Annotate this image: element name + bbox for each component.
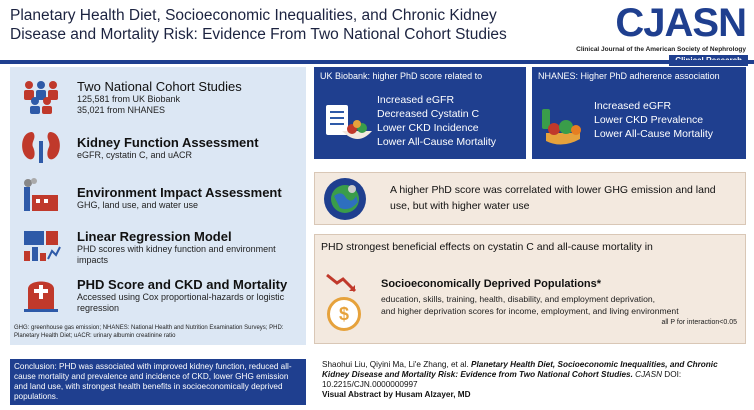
chart-icon bbox=[20, 227, 62, 265]
cohort-title: Two National Cohort Studies bbox=[77, 79, 242, 94]
nhanes-heading: NHANES: Higher PhD adherence association bbox=[538, 71, 720, 81]
ckd-sub: Accessed using Cox proportional-hazards or logistic regression bbox=[77, 292, 285, 313]
citation-article: Planetary Health Diet, Socioeconomic Inequalities, and Chronic Kidney Disease and Mortality Risk: Evidence from Two National Cohort Studies. bbox=[322, 360, 718, 379]
regression-sub: PHD scores with kidney function and environment impacts bbox=[77, 244, 276, 265]
uk-item: Decreased Cystatin C bbox=[377, 108, 480, 120]
socioeconomic-box bbox=[314, 234, 746, 344]
logo-wordmark: CJASN bbox=[615, 1, 746, 45]
people-icon bbox=[20, 77, 62, 115]
uk-heading: UK Biobank: higher PhD score related to bbox=[320, 71, 483, 81]
ghg-text: A higher PhD score was correlated with lower GHG emission and land use, but with higher water use bbox=[390, 184, 716, 212]
socio-line2: and higher deprivation scores for income, employment, and living environment bbox=[381, 306, 679, 316]
trend-down-icon bbox=[325, 271, 361, 297]
cohort-nhanes: 35,021 from NHANES bbox=[77, 105, 166, 115]
coin-icon: $ bbox=[327, 297, 361, 331]
socio-title: Socioeconomically Deprived Populations* bbox=[381, 278, 602, 290]
visual-abstract-credit: Visual Abstract by Husam Alzayer, MD bbox=[322, 390, 471, 399]
food-bowl-icon bbox=[322, 101, 374, 149]
citation-doi: DOI: 10.2215/CJN.0000000997 bbox=[322, 370, 682, 389]
vegetables-icon bbox=[540, 103, 586, 147]
citation bbox=[322, 360, 747, 400]
uk-biobank-box bbox=[314, 67, 526, 159]
citation-authors: Shaohui Liu, Qiyini Ma, Li'e Zhang, et al. bbox=[322, 360, 469, 369]
factory-icon bbox=[20, 177, 62, 215]
socio-heading: PHD strongest beneficial effects on cystatin C and all-cause mortality in bbox=[321, 241, 653, 253]
uk-item: Increased eGFR bbox=[377, 94, 455, 106]
interaction-note: all P for interaction<0.05 bbox=[661, 319, 737, 326]
uk-item: Lower All-Cause Mortality bbox=[377, 136, 497, 148]
uk-item: Lower CKD Incidence bbox=[377, 122, 479, 134]
environment-sub: GHG, land use, and water use bbox=[77, 200, 199, 210]
kidney-title: Kidney Function Assessment bbox=[77, 135, 259, 150]
socio-line1: education, skills, training, health, disability, and employment deprivation, bbox=[381, 294, 656, 304]
header-divider bbox=[0, 60, 754, 64]
ckd-title: PHD Score and CKD and Mortality bbox=[77, 277, 288, 292]
abbreviations-footnote: GHG: greenhouse gas emission; NHANES: National Health and Nutrition Examination Surveys; PHD: Planetary Health Diet; uACR: urinary albumin creatinine ratio bbox=[14, 325, 284, 339]
environment-title: Environment Impact Assessment bbox=[77, 185, 282, 200]
nhanes-box bbox=[532, 67, 746, 159]
nhanes-item: Lower All-Cause Mortality bbox=[594, 128, 714, 140]
journal-logo bbox=[556, 2, 746, 53]
nhanes-item: Lower CKD Prevalence bbox=[594, 114, 704, 126]
conclusion-box: Conclusion: PHD was associated with improved kidney function, reduced all-cause mortality and prevalence and incidence of CKD, lower GHG emission and land use, with strongest health benefits in socioeconomically deprived populations. bbox=[10, 359, 306, 405]
cohort-uk: 125,581 from UK Biobank bbox=[77, 94, 181, 104]
kidney-sub: eGFR, cystatin C, and uACR bbox=[77, 150, 193, 160]
methods-panel bbox=[10, 67, 306, 345]
nhanes-item: Increased eGFR bbox=[594, 100, 672, 112]
kidney-icon bbox=[20, 127, 62, 165]
environment-finding-box bbox=[314, 172, 746, 225]
gravestone-icon bbox=[20, 275, 62, 313]
citation-journal: CJASN bbox=[635, 370, 663, 379]
logo-subtitle: Clinical Journal of the American Society of Nephrology bbox=[576, 46, 746, 53]
regression-title: Linear Regression Model bbox=[77, 229, 232, 244]
globe-icon bbox=[324, 178, 366, 220]
page-title: Planetary Health Diet, Socioeconomic Inequalities, and Chronic Kidney Disease and Mortality Risk: Evidence From Two National Cohort Studies bbox=[10, 7, 507, 43]
